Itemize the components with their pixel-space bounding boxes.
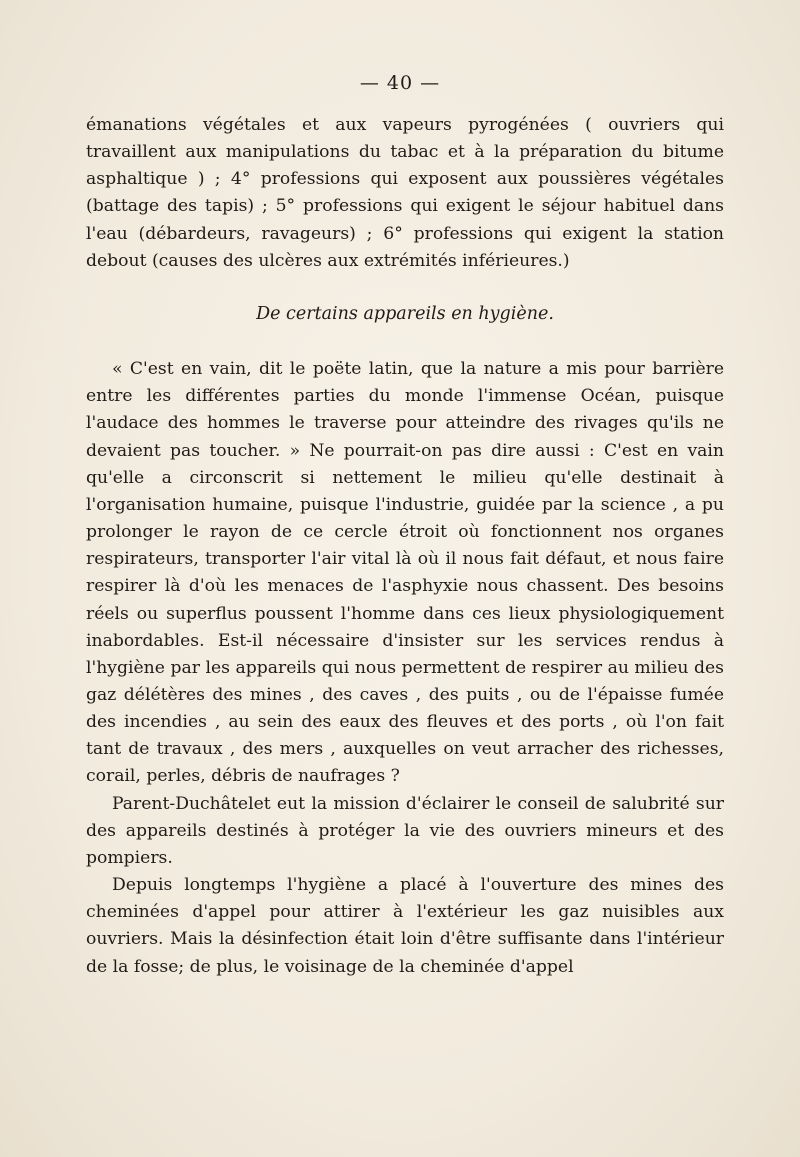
paragraph-parent-duchatelet: Parent-Duchâtelet eut la mission d'éclairer le conseil de salubrité sur des appareils destinés à protéger la vie des ouvriers mineurs et des pompiers.	[86, 793, 724, 868]
paragraph-poet-quote: « C'est en vain, dit le poëte latin, que la nature a mis pour barrière entre les différentes parties du monde l'immense Océan, puisque l'audace des hommes le traverse pour atteindre des rivages qu'ils ne devaient pas toucher. » Ne pourrait-on pas dire aussi : C'est en vain qu'elle a circonscrit si nettement le milieu qu'elle destinait à l'organisation humaine, puisque l'industrie, guidée par la science , a pu prolonger le rayon de ce cercle étroit où fonctionnent nos organes respirateurs, transporter l'air vital là où il nous fait défaut, et nous faire respirer là d'où les menaces de l'asphyxie nous chassent. Des besoins réels ou superflus poussent l'homme dans ces lieux physiologiquement inabordables. Est-il nécessaire d'insister sur les services rendus à l'hygiène par les appareils qui nous permettent de respirer au milieu des gaz délétères des mines , des caves , des puits , ou de l'épaisse fumée des incendies , au sein des eaux des fleuves et des ports , où l'on fait tant de travaux , des mers , auxquelles on veut arracher des richesses, corail, perles, débris de naufrages ?	[86, 359, 724, 787]
section-heading: De certains appareils en hygiène.	[256, 303, 554, 324]
page-number: — 40 —	[359, 72, 441, 94]
paragraph-mines-chimneys: Depuis longtemps l'hygiène a placé à l'ouverture des mines des cheminées d'appel pour attirer à l'extérieur les gaz nuisibles aux ouvriers. Mais la désinfection était loin d'être suffisante dans l'intérieur de la fosse; de plus, le voisinage de la cheminée d'appel	[86, 875, 724, 977]
page-body	[86, 112, 724, 981]
paragraph-occupations: émanations végétales et aux vapeurs pyrogénées ( ouvriers qui travaillent aux manipulations du tabac et à la préparation du bitume asphaltique ) ; 4° professions qui exposent aux poussières végétales (battage des tapis) ; 5° professions qui exigent le séjour habituel dans l'eau (débardeurs, ravageurs) ; 6° professions qui exigent la station debout (causes des ulcères aux extrémités inférieures.)	[86, 115, 724, 271]
